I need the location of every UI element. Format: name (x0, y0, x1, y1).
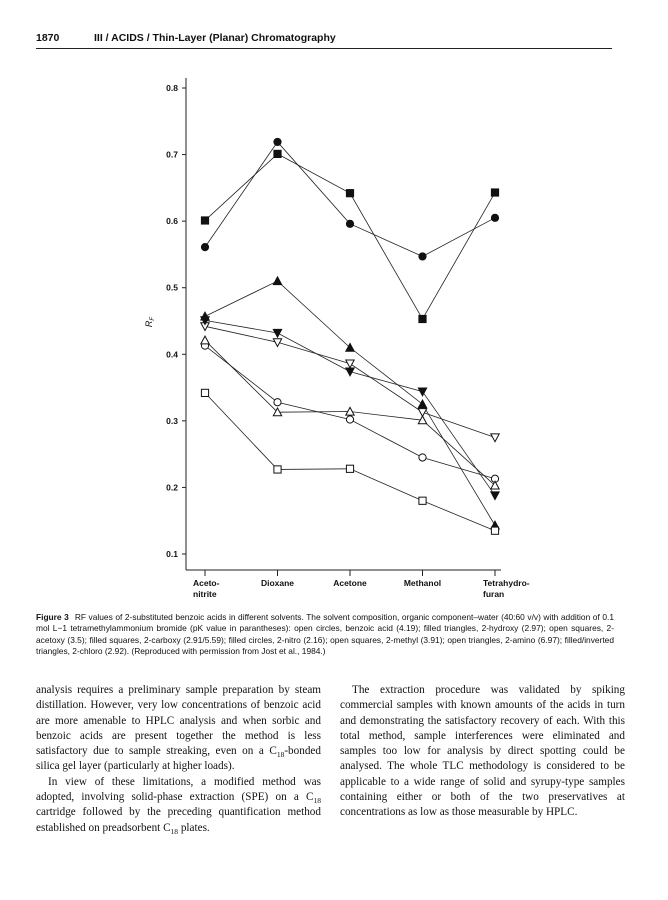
filled-circle-marker (346, 220, 353, 227)
body-column-left (36, 683, 321, 836)
filled-circle-marker (201, 244, 208, 251)
x-tick-label: Methanol (403, 578, 442, 588)
paragraph: The extraction procedure was validated by spiking commercial samples with known amounts of the acids in turn and demonstrating the satisfactory recovery of each. With this total method, sample interferences were eliminated and samples too low for analysis by direct spotting could be analysed. The whole TLC methodology is considered to be applicable to a wide range of solid and syrupy-type samples containing either or both of the two preservatives at concentrations as low as those measurable by HPLC. (340, 684, 625, 819)
body-column-right (340, 683, 625, 821)
section-title: III / ACIDS / Thin-Layer (Planar) Chromatography (94, 32, 336, 44)
open-square-marker (491, 527, 498, 534)
figure-caption (36, 612, 614, 657)
page-number: 1870 (36, 32, 60, 44)
filled-square-marker (346, 190, 353, 197)
open-inverted-triangle-marker (273, 339, 281, 347)
caption-label: Figure 3 (36, 612, 69, 622)
y-tick-label: 0.6 (166, 216, 178, 227)
paragraph: analysis requires a preliminary sample preparation by steam distillation. However, very low concentrations of benzoic acid are more amenable to HPLC analysis and when sorbic and benzoic acids are present together the method is less satisfactory due to sample streaking, even on a $C_{18}$-bonded silica gel layer (particularly at higher loads). (36, 684, 321, 773)
paragraph: In view of these limitations, a modified method was adopted, involving solid-phase extraction (SPE) on a $C_{18}$ cartridge followed by the preceding quantification method established on preadsorbent $C_{18}$ plates. (36, 775, 321, 836)
series-line-2-nitro (205, 142, 495, 257)
x-tick-label: Dioxane (260, 578, 295, 588)
filled-circle-marker (491, 214, 498, 221)
caption-text: RF values of 2-substituted benzoic acids in different solvents. The solvent composition, organic component–water (40:60 v/v) with addition of 0.1 mol L−1 tetramethylammonium bromide (pK value in parantheses): open circles, benzoic acid (4.19); filled triangles, 2-hydroxy (2.97); open squares, 2-acetoxy (3.5); filled squares, 2-carboxy (2.91/5.59); filled circles, 2-nitro (2.16); open squares, 2-methyl (3.91); open triangles, 2-amino (6.97); filled/inverted triangles, 2-chloro (2.92). (Reproduced with permission from Jost et al., 1984.) (36, 612, 614, 656)
x-tick-label: Tetrahydro- (483, 578, 530, 588)
filled-circle-marker (274, 138, 281, 145)
y-axis-title: $R_F$ (144, 316, 156, 328)
open-circle-marker (346, 416, 353, 423)
y-tick-label: 0.5 (166, 282, 178, 293)
filled-inverted-triangle-marker (346, 368, 354, 376)
y-tick-label: 0.3 (166, 415, 178, 426)
filled-triangle-marker (418, 400, 426, 408)
open-circle-marker (419, 454, 426, 461)
y-tick-label: 0.1 (166, 549, 178, 559)
open-square-marker (346, 465, 353, 472)
y-tick-label: 0.7 (166, 149, 178, 160)
y-tick-label: 0.8 (166, 83, 178, 93)
filled-inverted-triangle-marker (418, 388, 426, 396)
x-tick-label: Aceto- (193, 578, 220, 588)
series-line-2-hydroxy (205, 281, 495, 525)
open-square-marker (419, 497, 426, 504)
filled-square-marker (491, 189, 498, 196)
open-triangle-marker (201, 336, 209, 344)
x-tick-label: Acetone (333, 578, 367, 588)
filled-inverted-triangle-marker (273, 329, 281, 337)
filled-square-marker (274, 150, 281, 157)
open-inverted-triangle-marker (491, 434, 499, 442)
filled-square-marker (201, 217, 208, 224)
filled-triangle-marker (273, 277, 281, 285)
y-tick-label: 0.2 (166, 482, 178, 493)
filled-inverted-triangle-marker (491, 492, 499, 500)
x-tick-label: furan (483, 589, 505, 599)
open-square-marker (201, 389, 208, 396)
filled-circle-marker (419, 253, 426, 260)
y-tick-label: 0.4 (166, 349, 178, 360)
filled-square-marker (419, 315, 426, 322)
open-circle-marker (274, 399, 281, 406)
open-inverted-triangle-marker (346, 360, 354, 368)
series-line-2-carboxy (205, 154, 495, 319)
open-square-marker (274, 466, 281, 473)
x-tick-label: nitrite (193, 589, 217, 599)
